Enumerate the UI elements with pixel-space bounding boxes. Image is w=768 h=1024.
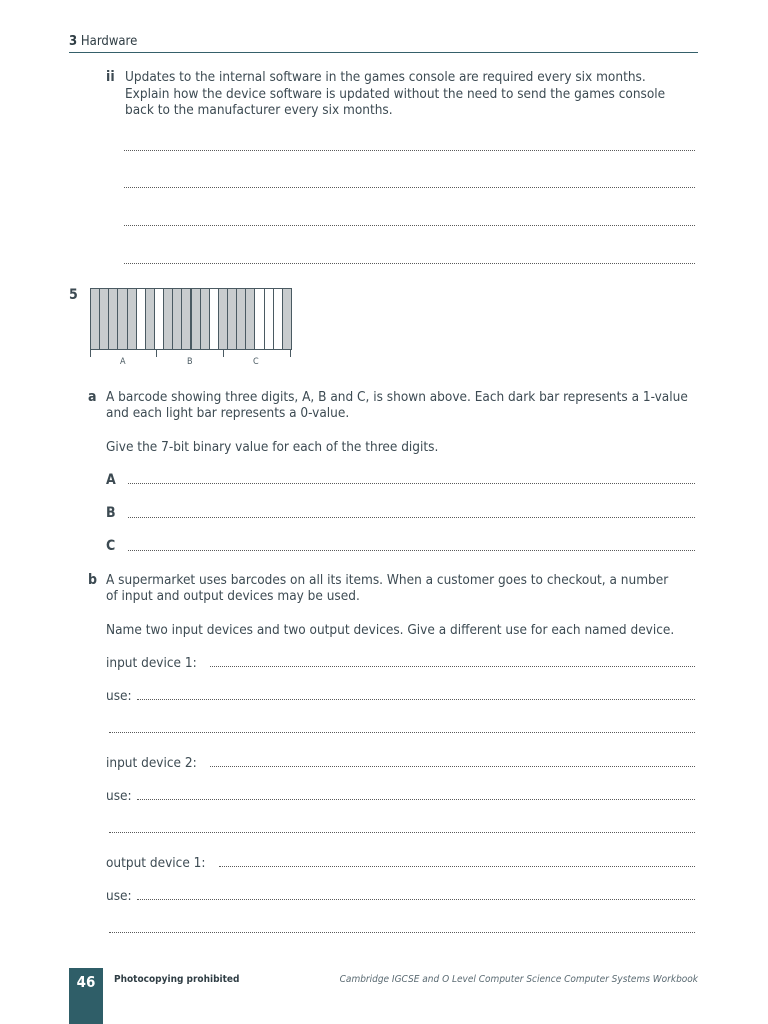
answer-line[interactable]: [124, 187, 695, 188]
q5b-label: b: [88, 572, 98, 588]
barcode-guard-mark: [223, 350, 224, 357]
q5a-text-line-1: A barcode showing three digits, A, B and C, is shown above. Each dark bar represents a 1-value: [106, 389, 688, 405]
footer-book-title: Cambridge IGCSE and O Level Computer Science Computer Systems Workbook: [339, 974, 698, 985]
q5b-instruction: Name two input devices and two output devices. Give a different use for each named device.: [106, 622, 675, 638]
use-label: use:: [106, 888, 132, 904]
use-label: use:: [106, 788, 132, 804]
use-label: use:: [106, 688, 132, 704]
answer-line[interactable]: [124, 150, 695, 151]
use-line-continued[interactable]: [109, 932, 695, 933]
barcode-label-a: A: [120, 357, 126, 367]
output-device-1-line[interactable]: [219, 866, 695, 867]
q4-part-label: ii: [106, 69, 115, 85]
chapter-title: Hardware: [80, 34, 138, 49]
chapter-number: 3: [69, 34, 78, 49]
answer-line[interactable]: [124, 225, 695, 226]
barcode-label-c: C: [253, 357, 259, 367]
q5a-text-line-2: and each light bar represents a 0-value.: [106, 405, 350, 421]
answer-line-a[interactable]: [128, 483, 695, 484]
answer-label-b: B: [106, 505, 116, 521]
use-line[interactable]: [137, 899, 695, 900]
q5a-instruction: Give the 7-bit binary value for each of the three digits.: [106, 439, 439, 455]
barcode-guard-mark: [290, 350, 291, 357]
answer-label-c: C: [106, 538, 116, 554]
answer-line[interactable]: [124, 263, 695, 264]
barcode-label-b: B: [187, 357, 193, 367]
barcode-figure: [90, 288, 291, 350]
q5b-text-line-1: A supermarket uses barcodes on all its items. When a customer goes to checkout, a number: [106, 572, 669, 588]
chapter-header: [69, 34, 137, 49]
q4-text-line-2: Explain how the device software is updated without the need to send the games console: [125, 86, 666, 102]
input-device-1-label: input device 1:: [106, 655, 197, 671]
barcode-guard-mark: [156, 350, 157, 357]
q5a-label: a: [88, 389, 97, 405]
barcode-bar-dark: [282, 288, 292, 350]
use-line-continued[interactable]: [109, 732, 695, 733]
use-line[interactable]: [137, 799, 695, 800]
output-device-1-label: output device 1:: [106, 855, 206, 871]
answer-line-b[interactable]: [128, 517, 695, 518]
q4-text-line-1: Updates to the internal software in the games console are required every six months.: [125, 69, 646, 85]
input-device-2-label: input device 2:: [106, 755, 197, 771]
input-device-1-line[interactable]: [210, 666, 695, 667]
answer-label-a: A: [106, 472, 116, 488]
input-device-2-line[interactable]: [210, 766, 695, 767]
use-line[interactable]: [137, 699, 695, 700]
answer-line-c[interactable]: [128, 550, 695, 551]
q4-text-line-3: back to the manufacturer every six months.: [125, 102, 393, 118]
use-line-continued[interactable]: [109, 832, 695, 833]
header-rule: [69, 52, 698, 53]
q5b-text-line-2: of input and output devices may be used.: [106, 588, 360, 604]
q5-number: 5: [69, 287, 78, 303]
page-number: 46: [76, 973, 96, 991]
footer-notice: Photocopying prohibited: [114, 974, 240, 985]
barcode-guard-mark: [90, 350, 91, 357]
